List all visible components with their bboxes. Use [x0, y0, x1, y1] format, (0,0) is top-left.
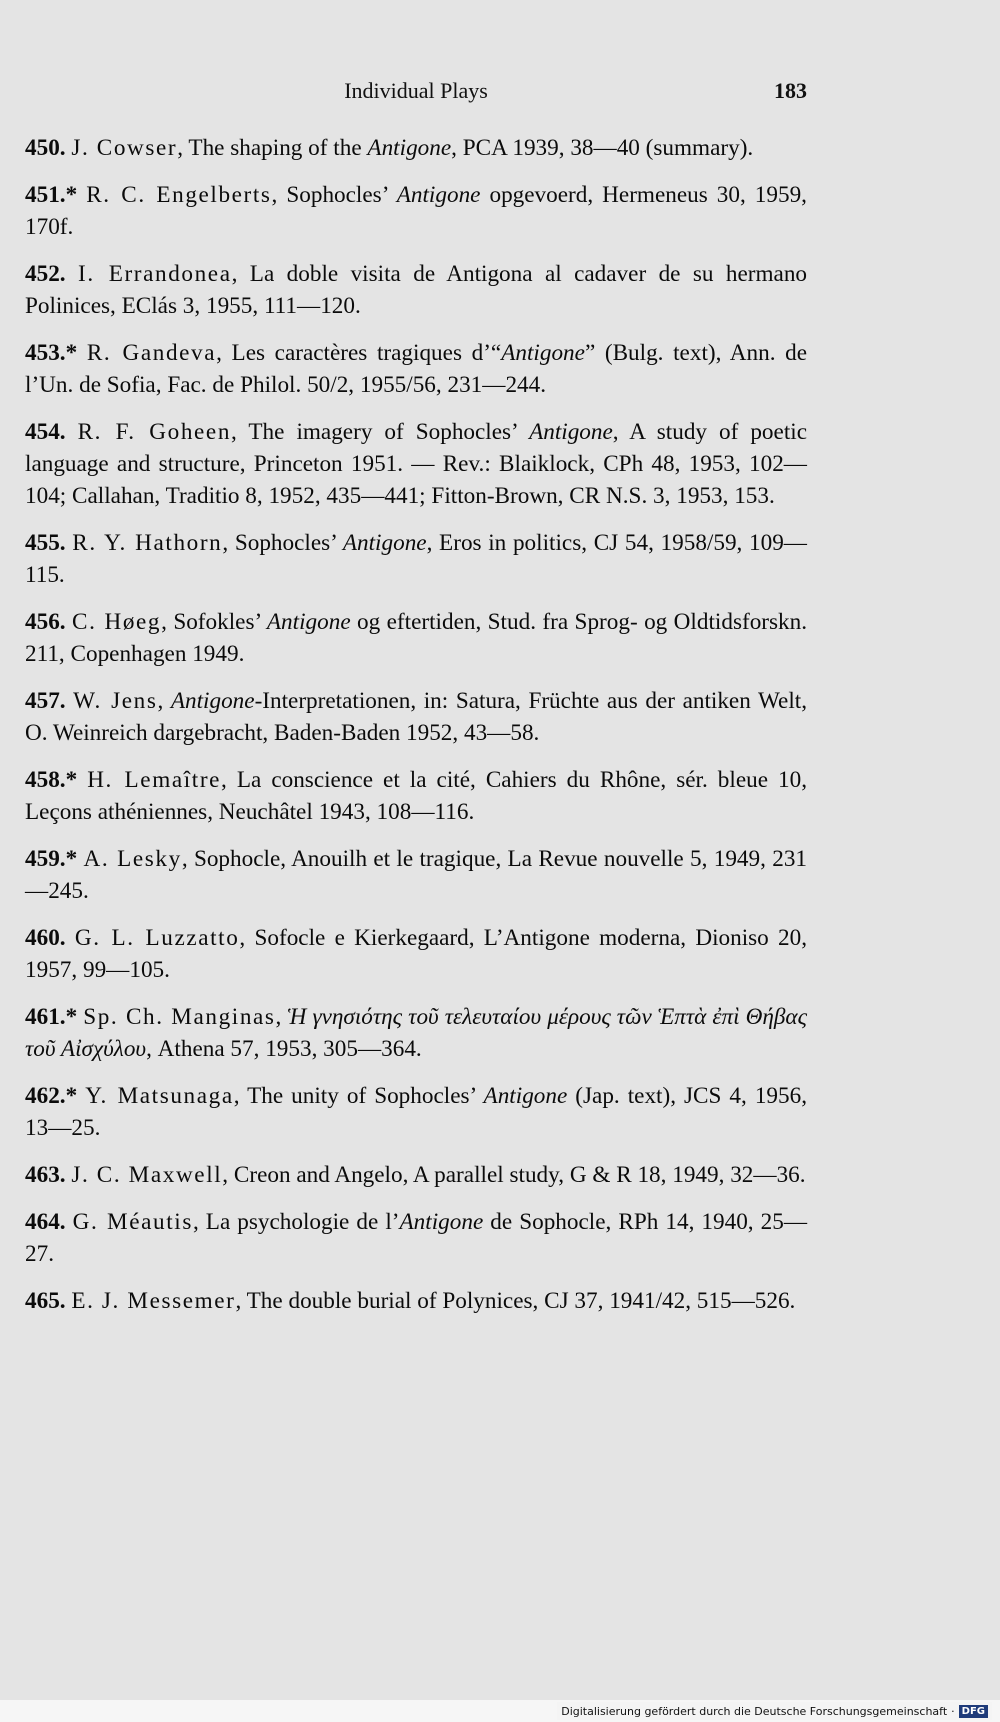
entry-author: H. Lemaître — [87, 767, 222, 793]
entry-text: , The imagery of Sophocles’ — [231, 419, 530, 445]
digitization-credit: Digitalisierung gefördert durch die Deutsche Forschungsgemeinschaft · DFG — [557, 1702, 992, 1720]
entry-title-italic: Antigone — [367, 135, 452, 161]
entry-text: , Sofokles’ — [161, 609, 267, 635]
entry-author: R. F. Goheen — [77, 419, 232, 445]
entry-text: , The double burial of Polynices, CJ 37, 1941/42, 515—526. — [235, 1288, 796, 1314]
entry-number: 460. — [25, 925, 66, 951]
entry-number: 463. — [25, 1162, 66, 1188]
entry-text: , Sophocles’ — [222, 530, 343, 556]
bibliography-entry — [25, 764, 807, 828]
bibliography-entry — [25, 606, 807, 670]
entry-text: , A study of poetic language and structure, Princeton 1951. — Rev.: Blaiklock, CPh 48, 1953, 102—104; Callahan, Traditio 8, 1952, 435—441; Fitton-Brown, CR N.S. 3, 1953, 153. — [25, 419, 807, 509]
entry-title-italic: Antigone — [170, 688, 255, 714]
entry-number: 450. — [25, 135, 66, 161]
entry-author: A. Lesky — [83, 846, 182, 872]
page-number: 183 — [774, 78, 807, 103]
entry-number: 461.* — [25, 1004, 78, 1030]
bibliography-entry — [25, 843, 807, 907]
entry-text: , The shaping of the — [177, 135, 368, 161]
entry-author: E. J. Messemer — [71, 1288, 236, 1314]
entry-author: J. C. Maxwell — [71, 1162, 223, 1188]
bibliography-entry — [25, 1080, 807, 1144]
dfg-logo-icon: DFG — [959, 1705, 988, 1718]
bibliography-entry — [25, 1206, 807, 1270]
bibliography-list — [25, 132, 807, 1332]
bibliography-entry — [25, 1159, 807, 1191]
entry-number: 465. — [25, 1288, 66, 1314]
entry-text: , — [157, 688, 171, 714]
entry-number: 462.* — [25, 1083, 78, 1109]
entry-text: , PCA 1939, 38—40 (summary). — [451, 135, 754, 161]
digitization-note: Digitalisierung gefördert durch die Deutsche Forschungsgemeinschaft — [561, 1704, 948, 1718]
entry-text: ” (Bulg. text), Ann. de l’Un. de Sofia, Fac. de Philol. 50/2, 1955/56, 231—244. — [25, 340, 808, 398]
bibliography-entry — [25, 132, 807, 164]
entry-title-italic: Antigone — [501, 340, 585, 366]
entry-title-italic: Antigone — [399, 1209, 484, 1235]
bibliography-entry — [25, 416, 807, 512]
entry-author: Y. Matsunaga — [85, 1083, 234, 1109]
entry-author: I. Errandonea — [78, 261, 232, 287]
entry-text: , Sofocle e Kierkegaard, L’Antigone moderna, Dioniso 20, 1957, 99—105. — [25, 925, 808, 983]
entry-text: de Sophocle, RPh 14, 1940, 25—27. — [25, 1209, 808, 1267]
entry-number: 464. — [25, 1209, 66, 1235]
entry-text: , — [275, 1004, 288, 1030]
entry-number: 458.* — [25, 767, 78, 793]
bibliography-entry — [25, 922, 807, 986]
entry-text: , La doble visita de Antigona al cadaver de su hermano Polinices, EClás 3, 1955, 111—120. — [25, 261, 808, 319]
entry-number: 453.* — [25, 340, 78, 366]
entry-author: J. Cowser — [71, 135, 178, 161]
bibliography-entry — [25, 685, 807, 749]
entry-text: , Sophocles’ — [271, 182, 397, 208]
entry-author: R. C. Engelberts — [86, 182, 272, 208]
entry-title-italic: Antigone — [529, 419, 613, 445]
entry-number: 454. — [25, 419, 66, 445]
entry-text: , Les caractères tragiques d’“ — [216, 340, 502, 366]
entry-text: , La psychologie de l’ — [192, 1209, 400, 1235]
entry-text: , La conscience et la cité, Cahiers du Rhône, sér. bleue 10, Leçons athéniennes, Neuchâtel 1943, 108—116. — [25, 767, 807, 825]
entry-text: , Creon and Angelo, A parallel study, G & R 18, 1949, 32—36. — [222, 1162, 806, 1188]
entry-text: , The unity of Sophocles’ — [233, 1083, 484, 1109]
entry-text: -Interpretationen, in: Satura, Früchte aus der antiken Welt, O. Weinreich dargebracht, Baden-Baden 1952, 43—58. — [25, 688, 807, 746]
entry-author: R. Y. Hathorn — [72, 530, 223, 556]
entry-text: (Jap. text), JCS 4, 1956, 13—25. — [25, 1083, 808, 1141]
entry-text: , Athena 57, 1953, 305—364. — [146, 1036, 422, 1062]
entry-text: opgevoerd, Hermeneus 30, 1959, 170f. — [25, 182, 807, 240]
bibliography-entry — [25, 337, 807, 401]
entry-text: , Sophocle, Anouilh et le tragique, La Revue nouvelle 5, 1949, 231—245. — [25, 846, 808, 904]
entry-number: 459.* — [25, 846, 78, 872]
entry-number: 452. — [25, 261, 66, 287]
bibliography-entry — [25, 527, 807, 591]
entry-number: 451.* — [25, 182, 78, 208]
entry-title-italic: Antigone — [396, 182, 481, 208]
entry-number: 455. — [25, 530, 66, 556]
entry-title-italic: Antigone — [342, 530, 427, 556]
entry-text: , Eros in politics, CJ 54, 1958/59, 109—115. — [25, 530, 807, 588]
entry-title-italic: Antigone — [483, 1083, 568, 1109]
bibliography-entry — [25, 258, 807, 322]
entry-number: 456. — [25, 609, 66, 635]
entry-author: G. L. Luzzatto — [74, 925, 240, 951]
entry-author: R. Gandeva — [86, 340, 217, 366]
running-title: Individual Plays — [344, 78, 488, 103]
entry-author: W. Jens — [73, 688, 158, 714]
entry-title-italic: Antigone — [266, 609, 351, 635]
entry-text: og eftertiden, Stud. fra Sprog- og Oldtidsforskn. 211, Copenhagen 1949. — [25, 609, 808, 667]
entry-author: Sp. Ch. Manginas — [83, 1004, 276, 1030]
bibliography-entry — [25, 1001, 807, 1065]
entry-number: 457. — [25, 688, 66, 714]
bibliography-entry — [25, 179, 807, 243]
bibliography-entry — [25, 1285, 807, 1317]
page-header — [25, 78, 807, 108]
entry-title-italic: Ἡ γνησιότης τοῦ τελευταίου μέρους τῶν Ἑπτὰ ἐπὶ Θήβας τοῦ Αἰσχύλου — [25, 1004, 808, 1062]
entry-author: G. Méautis — [72, 1209, 193, 1235]
entry-author: C. Høeg — [72, 609, 162, 635]
